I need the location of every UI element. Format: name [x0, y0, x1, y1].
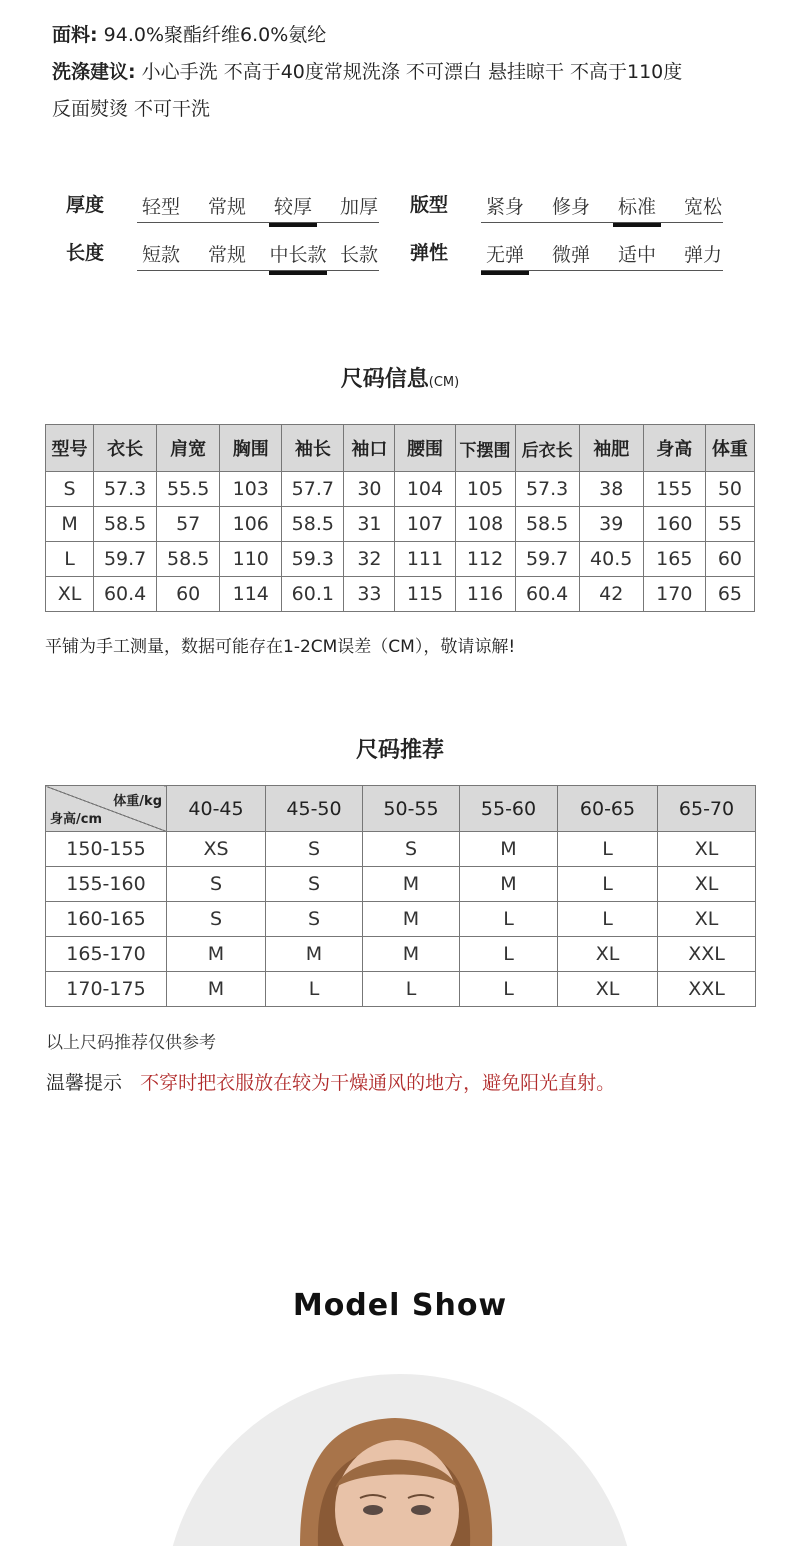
height-cell: 150-155 [46, 832, 167, 867]
table-cell: 60 [705, 542, 754, 577]
table-row [46, 972, 756, 1007]
fabric-value: 94.0%聚酯纤维6.0%氨纶 [103, 24, 327, 46]
column-header: 下摆围 [455, 425, 515, 472]
table-cell: 160 [643, 507, 705, 542]
attribute-label: 厚度 [66, 194, 105, 216]
attribute-option: 常规 [207, 196, 246, 218]
size-cell: XL [558, 972, 658, 1007]
size-cell: S [167, 902, 266, 937]
table-cell: 165 [643, 542, 705, 577]
table-cell: 33 [344, 577, 395, 612]
table-cell: 60.4 [515, 577, 579, 612]
column-header: 胸围 [220, 425, 282, 472]
attribute-option: 加厚 [339, 196, 378, 218]
attribute-option: 微弹 [551, 244, 590, 266]
attribute-option-selected: 较厚 [265, 192, 321, 219]
table-cell: 50 [705, 472, 754, 507]
height-cell: 165-170 [46, 937, 167, 972]
size-cell: L [363, 972, 460, 1007]
model-photo [0, 1370, 800, 1546]
size-cell: L [558, 867, 658, 902]
size-cell: XL [658, 867, 756, 902]
fabric-label: 面料: [52, 24, 98, 46]
table-row [46, 937, 756, 972]
size-cell: L [460, 972, 558, 1007]
corner-header [46, 786, 167, 832]
table-cell: 58.5 [157, 542, 220, 577]
table-row [46, 867, 756, 902]
size-rec-note: 以上尺码推荐仅供参考 [46, 1033, 216, 1053]
table-row [46, 577, 755, 612]
attribute-option-selected: 中长款 [265, 240, 331, 267]
model-show-title: Model Show [292, 1288, 508, 1323]
size-cell: XS [167, 832, 266, 867]
column-header: 袖长 [282, 425, 344, 472]
table-cell: S [46, 472, 94, 507]
table-cell: 57.3 [515, 472, 579, 507]
table-cell: 170 [643, 577, 705, 612]
table-cell: 104 [395, 472, 455, 507]
table-cell: 40.5 [579, 542, 643, 577]
size-cell: M [167, 937, 266, 972]
attribute-label: 长度 [66, 242, 105, 264]
table-cell: 57 [157, 507, 220, 542]
warm-tip-text: 不穿时把衣服放在较为干燥通风的地方，避免阳光直射。 [140, 1072, 616, 1094]
column-header: 袖肥 [579, 425, 643, 472]
top-cutoff-remnant [52, 0, 172, 6]
table-row [46, 472, 755, 507]
table-cell: M [46, 507, 94, 542]
fabric-line [52, 20, 326, 47]
table-cell: 106 [220, 507, 282, 542]
attribute-option: 短款 [141, 244, 180, 266]
table-cell: 55 [705, 507, 754, 542]
table-cell: 111 [395, 542, 455, 577]
size-cell: S [266, 867, 363, 902]
wash-value-line1: 小心手洗 不高于40度常规洗涤 不可漂白 悬挂晾干 不高于110度 [141, 61, 683, 83]
table-cell: L [46, 542, 94, 577]
table-cell: 114 [220, 577, 282, 612]
table-cell: 32 [344, 542, 395, 577]
warm-tip-label: 温馨提示 [46, 1072, 123, 1094]
table-cell: 58.5 [282, 507, 344, 542]
table-cell: 103 [220, 472, 282, 507]
size-rec-table [45, 785, 756, 1007]
column-header: 体重 [705, 425, 754, 472]
table-cell: 108 [455, 507, 515, 542]
size-rec-title: 尺码推荐 [355, 738, 444, 763]
size-cell: S [167, 867, 266, 902]
size-cell: XXL [658, 972, 756, 1007]
wash-line-2 [52, 94, 210, 121]
size-cell: M [363, 937, 460, 972]
weight-header: 55-60 [460, 786, 558, 832]
size-cell: S [266, 902, 363, 937]
table-row [46, 507, 755, 542]
table-cell: 55.5 [157, 472, 220, 507]
weight-header: 50-55 [363, 786, 460, 832]
table-cell: 105 [455, 472, 515, 507]
table-cell: 60.4 [94, 577, 157, 612]
size-cell: M [266, 937, 363, 972]
wash-value-line2: 反面熨烫 不可干洗 [52, 98, 211, 120]
table-cell: 30 [344, 472, 395, 507]
table-cell: 42 [579, 577, 643, 612]
column-header: 腰围 [395, 425, 455, 472]
size-cell: L [266, 972, 363, 1007]
column-header: 袖口 [344, 425, 395, 472]
table-cell: XL [46, 577, 94, 612]
size-info-note: 平铺为手工测量，数据可能存在1-2CM误差（CM），敬请谅解! [45, 637, 516, 657]
size-cell: XL [658, 902, 756, 937]
weight-header: 40-45 [167, 786, 266, 832]
corner-weight-label: 体重/kg [113, 794, 162, 809]
attribute-option: 常规 [207, 244, 246, 266]
attribute-option-selected: 无弹 [477, 240, 533, 267]
column-header: 衣长 [94, 425, 157, 472]
size-cell: S [266, 832, 363, 867]
column-header: 后衣长 [515, 425, 579, 472]
column-header: 型号 [46, 425, 94, 472]
attribute-options [137, 240, 379, 271]
weight-header: 60-65 [558, 786, 658, 832]
size-cell: XL [558, 937, 658, 972]
wash-label: 洗涤建议: [52, 61, 136, 83]
warm-tip [46, 1068, 615, 1095]
table-row [46, 902, 756, 937]
table-cell: 112 [455, 542, 515, 577]
size-cell: M [363, 867, 460, 902]
size-cell: XXL [658, 937, 756, 972]
size-cell: L [558, 902, 658, 937]
height-cell: 155-160 [46, 867, 167, 902]
height-cell: 160-165 [46, 902, 167, 937]
table-header-row [46, 425, 755, 472]
table-cell: 155 [643, 472, 705, 507]
table-cell: 60.1 [282, 577, 344, 612]
table-row [46, 832, 756, 867]
size-cell: M [460, 867, 558, 902]
table-header-row [46, 786, 756, 832]
table-cell: 59.7 [94, 542, 157, 577]
size-cell: M [363, 902, 460, 937]
table-cell: 58.5 [94, 507, 157, 542]
attribute-options [481, 192, 723, 223]
table-cell: 59.7 [515, 542, 579, 577]
size-cell: L [558, 832, 658, 867]
weight-header: 45-50 [266, 786, 363, 832]
attribute-option: 修身 [551, 196, 590, 218]
size-cell: S [363, 832, 460, 867]
table-cell: 65 [705, 577, 754, 612]
table-cell: 58.5 [515, 507, 579, 542]
table-cell: 115 [395, 577, 455, 612]
table-cell: 57.3 [94, 472, 157, 507]
size-info-title: 尺码信息(CM) [340, 367, 460, 392]
size-cell: XL [658, 832, 756, 867]
table-cell: 60 [157, 577, 220, 612]
table-cell: 39 [579, 507, 643, 542]
attribute-option: 宽松 [683, 196, 722, 218]
size-cell: M [167, 972, 266, 1007]
table-cell: 57.7 [282, 472, 344, 507]
weight-header: 65-70 [658, 786, 756, 832]
size-cell: L [460, 902, 558, 937]
table-cell: 38 [579, 472, 643, 507]
table-cell: 59.3 [282, 542, 344, 577]
height-cell: 170-175 [46, 972, 167, 1007]
attribute-option: 紧身 [485, 196, 524, 218]
attribute-options [481, 240, 723, 271]
column-header: 肩宽 [157, 425, 220, 472]
wash-line [52, 57, 682, 84]
table-cell: 116 [455, 577, 515, 612]
attribute-options [137, 192, 379, 223]
table-cell: 31 [344, 507, 395, 542]
table-cell: 107 [395, 507, 455, 542]
attribute-option: 长款 [339, 244, 378, 266]
table-row [46, 542, 755, 577]
corner-height-label: 身高/cm [50, 812, 103, 827]
attribute-option: 适中 [617, 244, 656, 266]
size-info-table [45, 424, 755, 612]
table-cell: 110 [220, 542, 282, 577]
attribute-option: 弹力 [683, 244, 722, 266]
attribute-option: 轻型 [141, 196, 180, 218]
attribute-option-selected: 标准 [609, 192, 665, 219]
column-header: 身高 [643, 425, 705, 472]
size-cell: L [460, 937, 558, 972]
attribute-label: 版型 [410, 194, 449, 216]
size-cell: M [460, 832, 558, 867]
attribute-label: 弹性 [410, 242, 449, 264]
